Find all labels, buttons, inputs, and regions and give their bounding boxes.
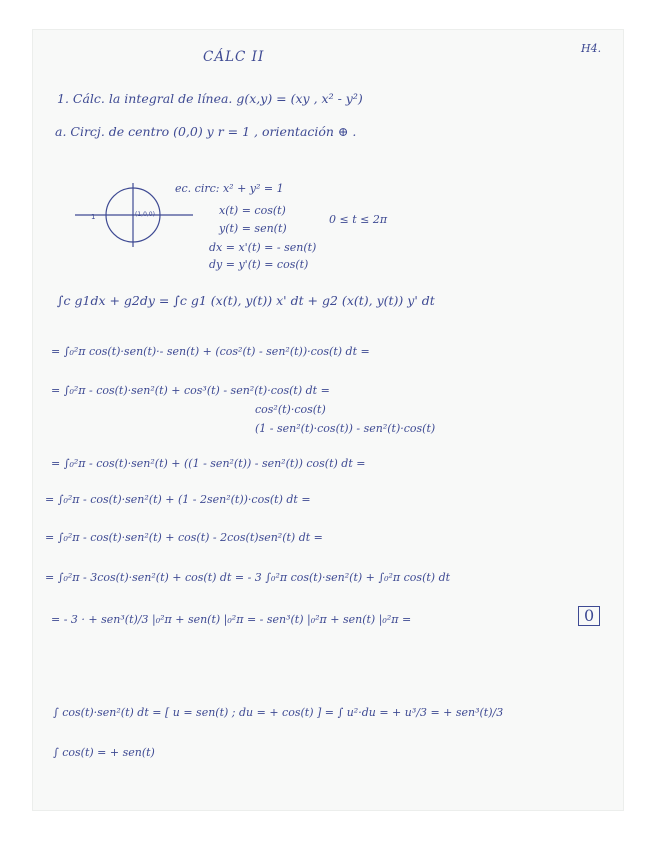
integral-line-5: = ∫₀²π - cos(t)·sen²(t) + (1 - 2sen²(t))·cos(t) dt = xyxy=(45,493,311,506)
page-title: CÁLC II xyxy=(203,49,265,65)
axis-label: 1 xyxy=(91,213,96,221)
integral-line-2: = ∫₀²π cos(t)·sen(t)·- sen(t) + (cos²(t) - sen²(t))·cos(t) dt = xyxy=(51,345,370,358)
substitution-note-1: cos²(t)·cos(t) xyxy=(255,403,326,416)
auxiliary-integral-1: ∫ cos(t)·sen²(t) dt = [ u = sen(t) ; du = + cos(t) ] = ∫ u²·du = + u³/3 = + sen³(t)/3 xyxy=(53,706,504,719)
substitution-note-2: (1 - sen²(t)·cos(t)) - sen²(t)·cos(t) xyxy=(255,422,436,435)
integral-line-3: = ∫₀²π - cos(t)·sen²(t) + cos³(t) - sen²(t)·cos(t) dt = xyxy=(51,384,330,397)
circle-equation: ec. circ: x² + y² = 1 xyxy=(175,182,284,195)
integral-line-6: = ∫₀²π - cos(t)·sen²(t) + cos(t) - 2cos(t)sen²(t) dt = xyxy=(45,531,323,544)
point-label: (1,0,0) xyxy=(135,211,155,218)
notebook-page xyxy=(33,30,623,810)
page-number: H4. xyxy=(581,42,602,55)
param-range: 0 ≤ t ≤ 2π xyxy=(329,213,388,226)
integral-line-1: ∫c g1dx + g2dy = ∫c g1 (x(t), y(t)) x' dt + g2 (x(t), y(t)) y' dt xyxy=(57,293,435,308)
integral-line-7: = ∫₀²π - 3cos(t)·sen²(t) + cos(t) dt = - 3 ∫₀²π cos(t)·sen²(t) + ∫₀²π cos(t) dt xyxy=(45,571,451,584)
differential-dy: dy = y'(t) = cos(t) xyxy=(209,258,309,271)
problem-statement: 1. Cálc. la integral de línea. g(x,y) = (xy , x² - y²) xyxy=(57,91,363,106)
auxiliary-integral-2: ∫ cos(t) = + sen(t) xyxy=(53,746,155,759)
final-result-box: 0 xyxy=(578,606,600,626)
differential-dx: dx = x'(t) = - sen(t) xyxy=(209,241,317,254)
integral-line-8: = - 3 · + sen³(t)/3 |₀²π + sen(t) |₀²π = - sen³(t) |₀²π + sen(t) |₀²π = xyxy=(51,613,412,626)
param-x: x(t) = cos(t) xyxy=(219,204,286,217)
part-a-statement: a. Circj. de centro (0,0) y r = 1 , orientación ⊕ . xyxy=(55,124,357,139)
param-y: y(t) = sen(t) xyxy=(219,222,287,235)
integral-line-4: = ∫₀²π - cos(t)·sen²(t) + ((1 - sen²(t)) - sen²(t)) cos(t) dt = xyxy=(51,457,366,470)
